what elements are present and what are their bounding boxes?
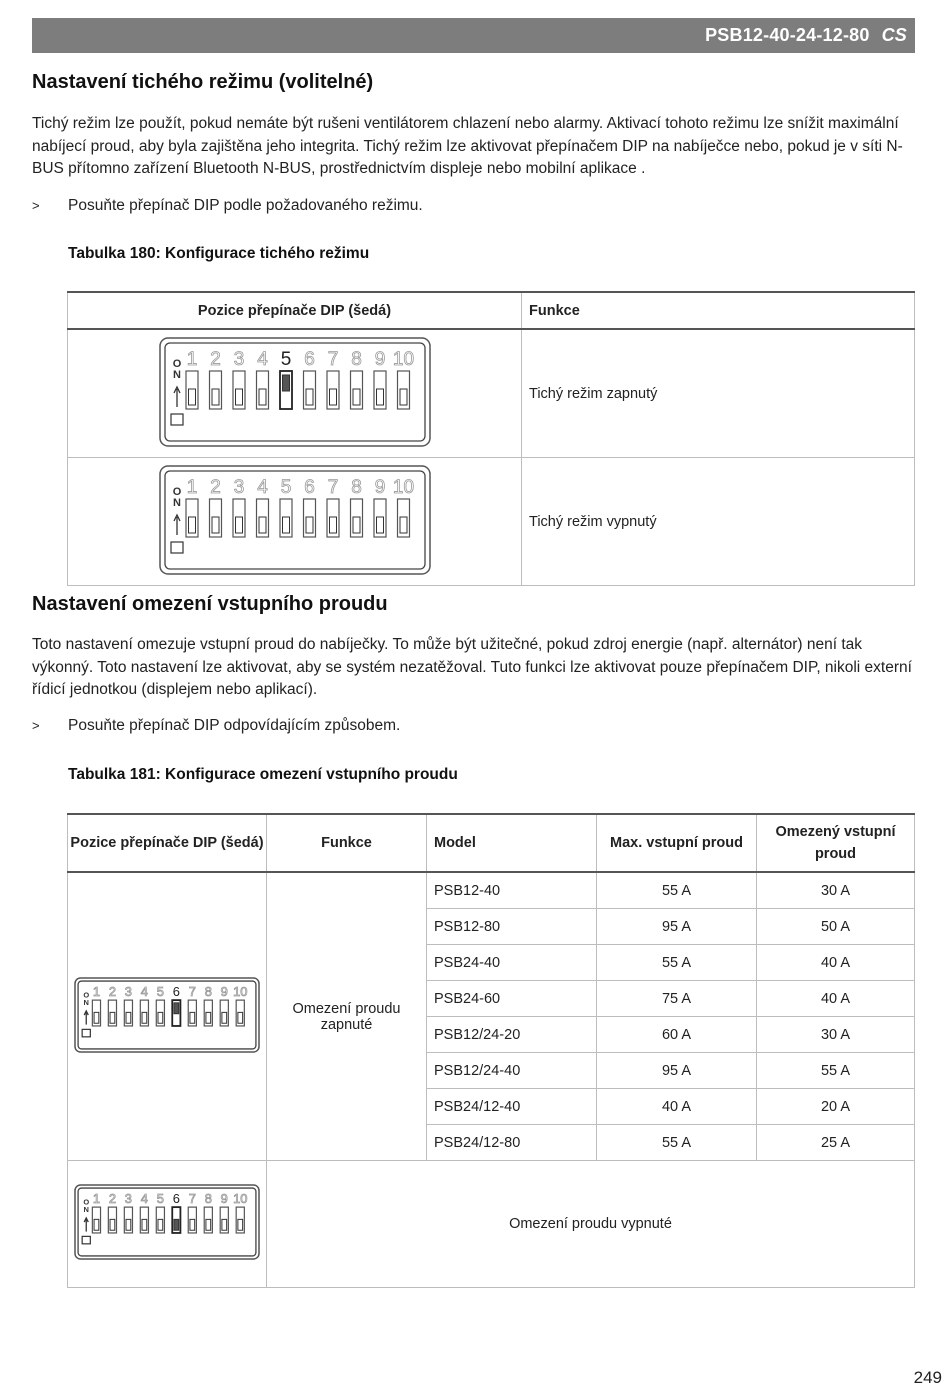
dip-switch-knob <box>110 1219 115 1230</box>
dip-switch-knob <box>212 389 219 405</box>
dip-number: 7 <box>327 476 338 498</box>
dip-switch-knob <box>282 375 289 391</box>
on-label-letter: O <box>83 989 90 999</box>
dip-number: 2 <box>108 983 117 999</box>
page-header <box>32 18 915 53</box>
dip-number: 6 <box>303 348 315 370</box>
function-cell: Tichý režim zapnutý <box>522 329 915 458</box>
on-label-letter: N <box>172 368 181 381</box>
limited-current-cell: 30 A <box>757 1017 915 1053</box>
off-square <box>82 1029 90 1036</box>
limited-current-cell: 55 A <box>757 1053 915 1089</box>
column-header-limited-input-current: Omezený vstupní proud <box>757 814 915 872</box>
language-code: CS <box>881 25 907 45</box>
column-header-function: Funkce <box>267 814 427 872</box>
dip-number: 2 <box>209 476 221 498</box>
instruction-step <box>32 717 400 735</box>
dip-number: 4 <box>140 983 148 999</box>
input-current-limit-table <box>67 813 915 1288</box>
dip-switch-diagram <box>74 1184 260 1260</box>
limited-current-cell: 30 A <box>757 872 915 909</box>
model-cell: PSB12/24-40 <box>427 1053 597 1089</box>
dip-number: 3 <box>124 1191 132 1207</box>
function-cell: Omezení proudu zapnuté <box>267 872 427 1161</box>
limited-current-cell: 40 A <box>757 945 915 981</box>
dip-switch-knob <box>158 1219 163 1230</box>
dip-switch-diagram <box>159 465 431 575</box>
on-label-letter: O <box>172 357 181 370</box>
on-label-letter: O <box>172 485 181 498</box>
dip-switch-knob <box>353 517 360 533</box>
dip-switch-knob <box>222 1012 227 1023</box>
dip-switch-knob <box>126 1012 131 1023</box>
on-label-letter: O <box>83 1197 90 1207</box>
on-label <box>83 1197 89 1213</box>
page-number: 249 <box>913 1368 942 1387</box>
max-current-cell: 95 A <box>597 909 757 945</box>
dip-switch-knob <box>376 389 383 405</box>
dip-switch-knob <box>94 1012 99 1023</box>
dip-switch-knob <box>400 517 407 533</box>
model-cell: PSB24/12-80 <box>427 1125 597 1161</box>
dip-number: 8 <box>204 983 212 999</box>
dip-number: 9 <box>220 983 228 999</box>
dip-switch-knob <box>235 517 242 533</box>
column-header-dip-position: Pozice přepínače DIP (šedá) <box>68 814 267 872</box>
dip-number: 10 <box>392 348 414 370</box>
dip-switch-knob <box>126 1219 131 1230</box>
limited-current-cell: 40 A <box>757 981 915 1017</box>
dip-switch-knob <box>329 389 336 405</box>
dip-cell <box>68 329 522 458</box>
limited-current-cell: 20 A <box>757 1089 915 1125</box>
dip-cell <box>68 1161 267 1288</box>
dip-switch-knob <box>259 389 266 405</box>
model-cell: PSB12/24-20 <box>427 1017 597 1053</box>
column-header-function: Funkce <box>522 292 915 329</box>
max-current-cell: 55 A <box>597 1125 757 1161</box>
max-current-cell: 40 A <box>597 1089 757 1125</box>
function-cell: Omezení proudu vypnuté <box>267 1161 915 1288</box>
dip-number: 8 <box>204 1191 212 1207</box>
table-row <box>68 872 915 909</box>
dip-number: 9 <box>374 348 385 370</box>
dip-switch-knob <box>206 1012 211 1023</box>
dip-number: 10 <box>233 983 248 999</box>
section-heading-input-current-limit: Nastavení omezení vstupního proudu <box>32 593 388 615</box>
header-title: PSB12-40-24-12-80 <box>705 25 870 45</box>
limited-current-cell: 25 A <box>757 1125 915 1161</box>
dip-frame-inner <box>78 981 256 1049</box>
section-heading-silent-mode: Nastavení tichého režimu (volitelné) <box>32 71 374 93</box>
instruction-step <box>32 197 423 215</box>
section-paragraph-silent-mode: Tichý režim lze použít, pokud nemáte být rušeni ventilátorem chlazení nebo alarmy. Aktivací tohoto režimu lze snížit maximální nabíjecí proud, aby byla zajištěna jeho integrita. Tichý režim lze aktivovat přepínačem DIP na nabíječce nebo, pokud je v síti N-BUS přítomno zařízení Bluetooth N-BUS, prostřednictvím displeje nebo mobilní aplikace . <box>32 115 903 177</box>
dip-number: 4 <box>140 1191 148 1207</box>
dip-cell <box>68 872 267 1161</box>
dip-switch-knob <box>235 389 242 405</box>
step-marker: > <box>32 198 40 213</box>
max-current-cell: 95 A <box>597 1053 757 1089</box>
dip-number: 8 <box>350 348 362 370</box>
dip-number: 1 <box>92 1191 101 1207</box>
max-current-cell: 60 A <box>597 1017 757 1053</box>
dip-number: 1 <box>92 983 101 999</box>
dip-switch-knob <box>142 1012 147 1023</box>
dip-switch-knob <box>188 517 195 533</box>
dip-frame-inner <box>78 1188 256 1256</box>
silent-mode-table <box>67 291 915 586</box>
dip-number: 3 <box>233 348 244 370</box>
dip-switch-knob <box>400 389 407 405</box>
dip-number: 1 <box>186 348 197 370</box>
off-square <box>82 1236 90 1243</box>
on-label-letter: N <box>83 1204 89 1214</box>
dip-number: 2 <box>209 348 221 370</box>
dip-number: 5 <box>156 983 164 999</box>
dip-switch-knob <box>158 1012 163 1023</box>
dip-switch-knob <box>259 517 266 533</box>
dip-number: 4 <box>256 348 268 370</box>
dip-switch-knob <box>110 1012 115 1023</box>
dip-number: 5 <box>156 1191 164 1207</box>
dip-switch-knob <box>306 389 313 405</box>
dip-number: 3 <box>233 476 244 498</box>
dip-number: 7 <box>327 348 338 370</box>
dip-switch-knob <box>238 1012 243 1023</box>
dip-number: 7 <box>188 983 196 999</box>
dip-number: 4 <box>256 476 268 498</box>
column-header-dip-position: Pozice přepínače DIP (šedá) <box>68 292 522 329</box>
dip-number: 6 <box>172 1191 180 1207</box>
model-cell: PSB12-40 <box>427 872 597 909</box>
dip-switch-knob <box>282 517 289 533</box>
on-label-letter: N <box>172 496 181 509</box>
model-cell: PSB24-40 <box>427 945 597 981</box>
max-current-cell: 75 A <box>597 981 757 1017</box>
dip-switch-knob <box>174 1219 179 1230</box>
on-label <box>172 486 181 509</box>
dip-switch-knob <box>142 1219 147 1230</box>
section-paragraph-input-current-limit: Toto nastavení omezuje vstupní proud do nabíječky. To může být užitečné, pokud zdroj energie (např. alternátor) není tak výkonný. Toto nastavení lze aktivovat, aby se systém nezatěžoval. Tuto funkci lze aktivovat pouze přepínačem DIP, nikoli externí řídicí jednotkou (displejem nebo aplikací). <box>32 636 912 698</box>
dip-switch-knob <box>222 1219 227 1230</box>
dip-number: 2 <box>108 1191 117 1207</box>
dip-switch-knob <box>190 1219 195 1230</box>
instruction-step-text: Posuňte přepínač DIP podle požadovaného režimu. <box>68 197 423 214</box>
table-row <box>68 329 915 458</box>
table-caption: Tabulka 181: Konfigurace omezení vstupního proudu <box>68 766 458 783</box>
instruction-step-text: Posuňte přepínač DIP odpovídajícím způsobem. <box>68 717 401 734</box>
step-marker: > <box>32 718 40 733</box>
dip-switch-knob <box>188 389 195 405</box>
table-row <box>68 1161 915 1288</box>
function-cell: Tichý režim vypnutý <box>522 458 915 586</box>
on-label <box>83 990 89 1006</box>
dip-number: 9 <box>220 1191 228 1207</box>
dip-switch-knob <box>238 1219 243 1230</box>
dip-switch-diagram <box>74 977 260 1053</box>
max-current-cell: 55 A <box>597 872 757 909</box>
dip-number: 7 <box>188 1191 196 1207</box>
dip-number: 8 <box>350 476 362 498</box>
off-square <box>171 414 183 425</box>
table-row <box>68 458 915 586</box>
max-current-cell: 55 A <box>597 945 757 981</box>
dip-switch-knob <box>212 517 219 533</box>
dip-number: 3 <box>124 983 132 999</box>
dip-switch-knob <box>376 517 383 533</box>
dip-switch-knob <box>329 517 336 533</box>
column-header-max-input-current: Max. vstupní proud <box>597 814 757 872</box>
off-square <box>171 542 183 553</box>
dip-number: 5 <box>280 476 291 498</box>
table-caption: Tabulka 180: Konfigurace tichého režimu <box>68 245 370 262</box>
on-label <box>172 358 181 381</box>
dip-number: 10 <box>392 476 414 498</box>
dip-number: 6 <box>172 983 180 999</box>
model-cell: PSB24-60 <box>427 981 597 1017</box>
model-cell: PSB24/12-40 <box>427 1089 597 1125</box>
dip-cell <box>68 458 522 586</box>
dip-switch-knob <box>190 1012 195 1023</box>
on-label-letter: N <box>83 997 89 1007</box>
limited-current-cell: 50 A <box>757 909 915 945</box>
dip-switch-knob <box>174 1002 179 1013</box>
dip-number: 10 <box>233 1191 248 1207</box>
dip-number: 6 <box>303 476 315 498</box>
dip-switch-knob <box>94 1219 99 1230</box>
dip-switch-knob <box>306 517 313 533</box>
dip-switch-knob <box>206 1219 211 1230</box>
dip-switch-diagram <box>159 337 431 447</box>
dip-switch-knob <box>353 389 360 405</box>
model-cell: PSB12-80 <box>427 909 597 945</box>
dip-number: 5 <box>280 348 291 370</box>
dip-number: 1 <box>186 476 197 498</box>
dip-number: 9 <box>374 476 385 498</box>
column-header-model: Model <box>427 814 597 872</box>
